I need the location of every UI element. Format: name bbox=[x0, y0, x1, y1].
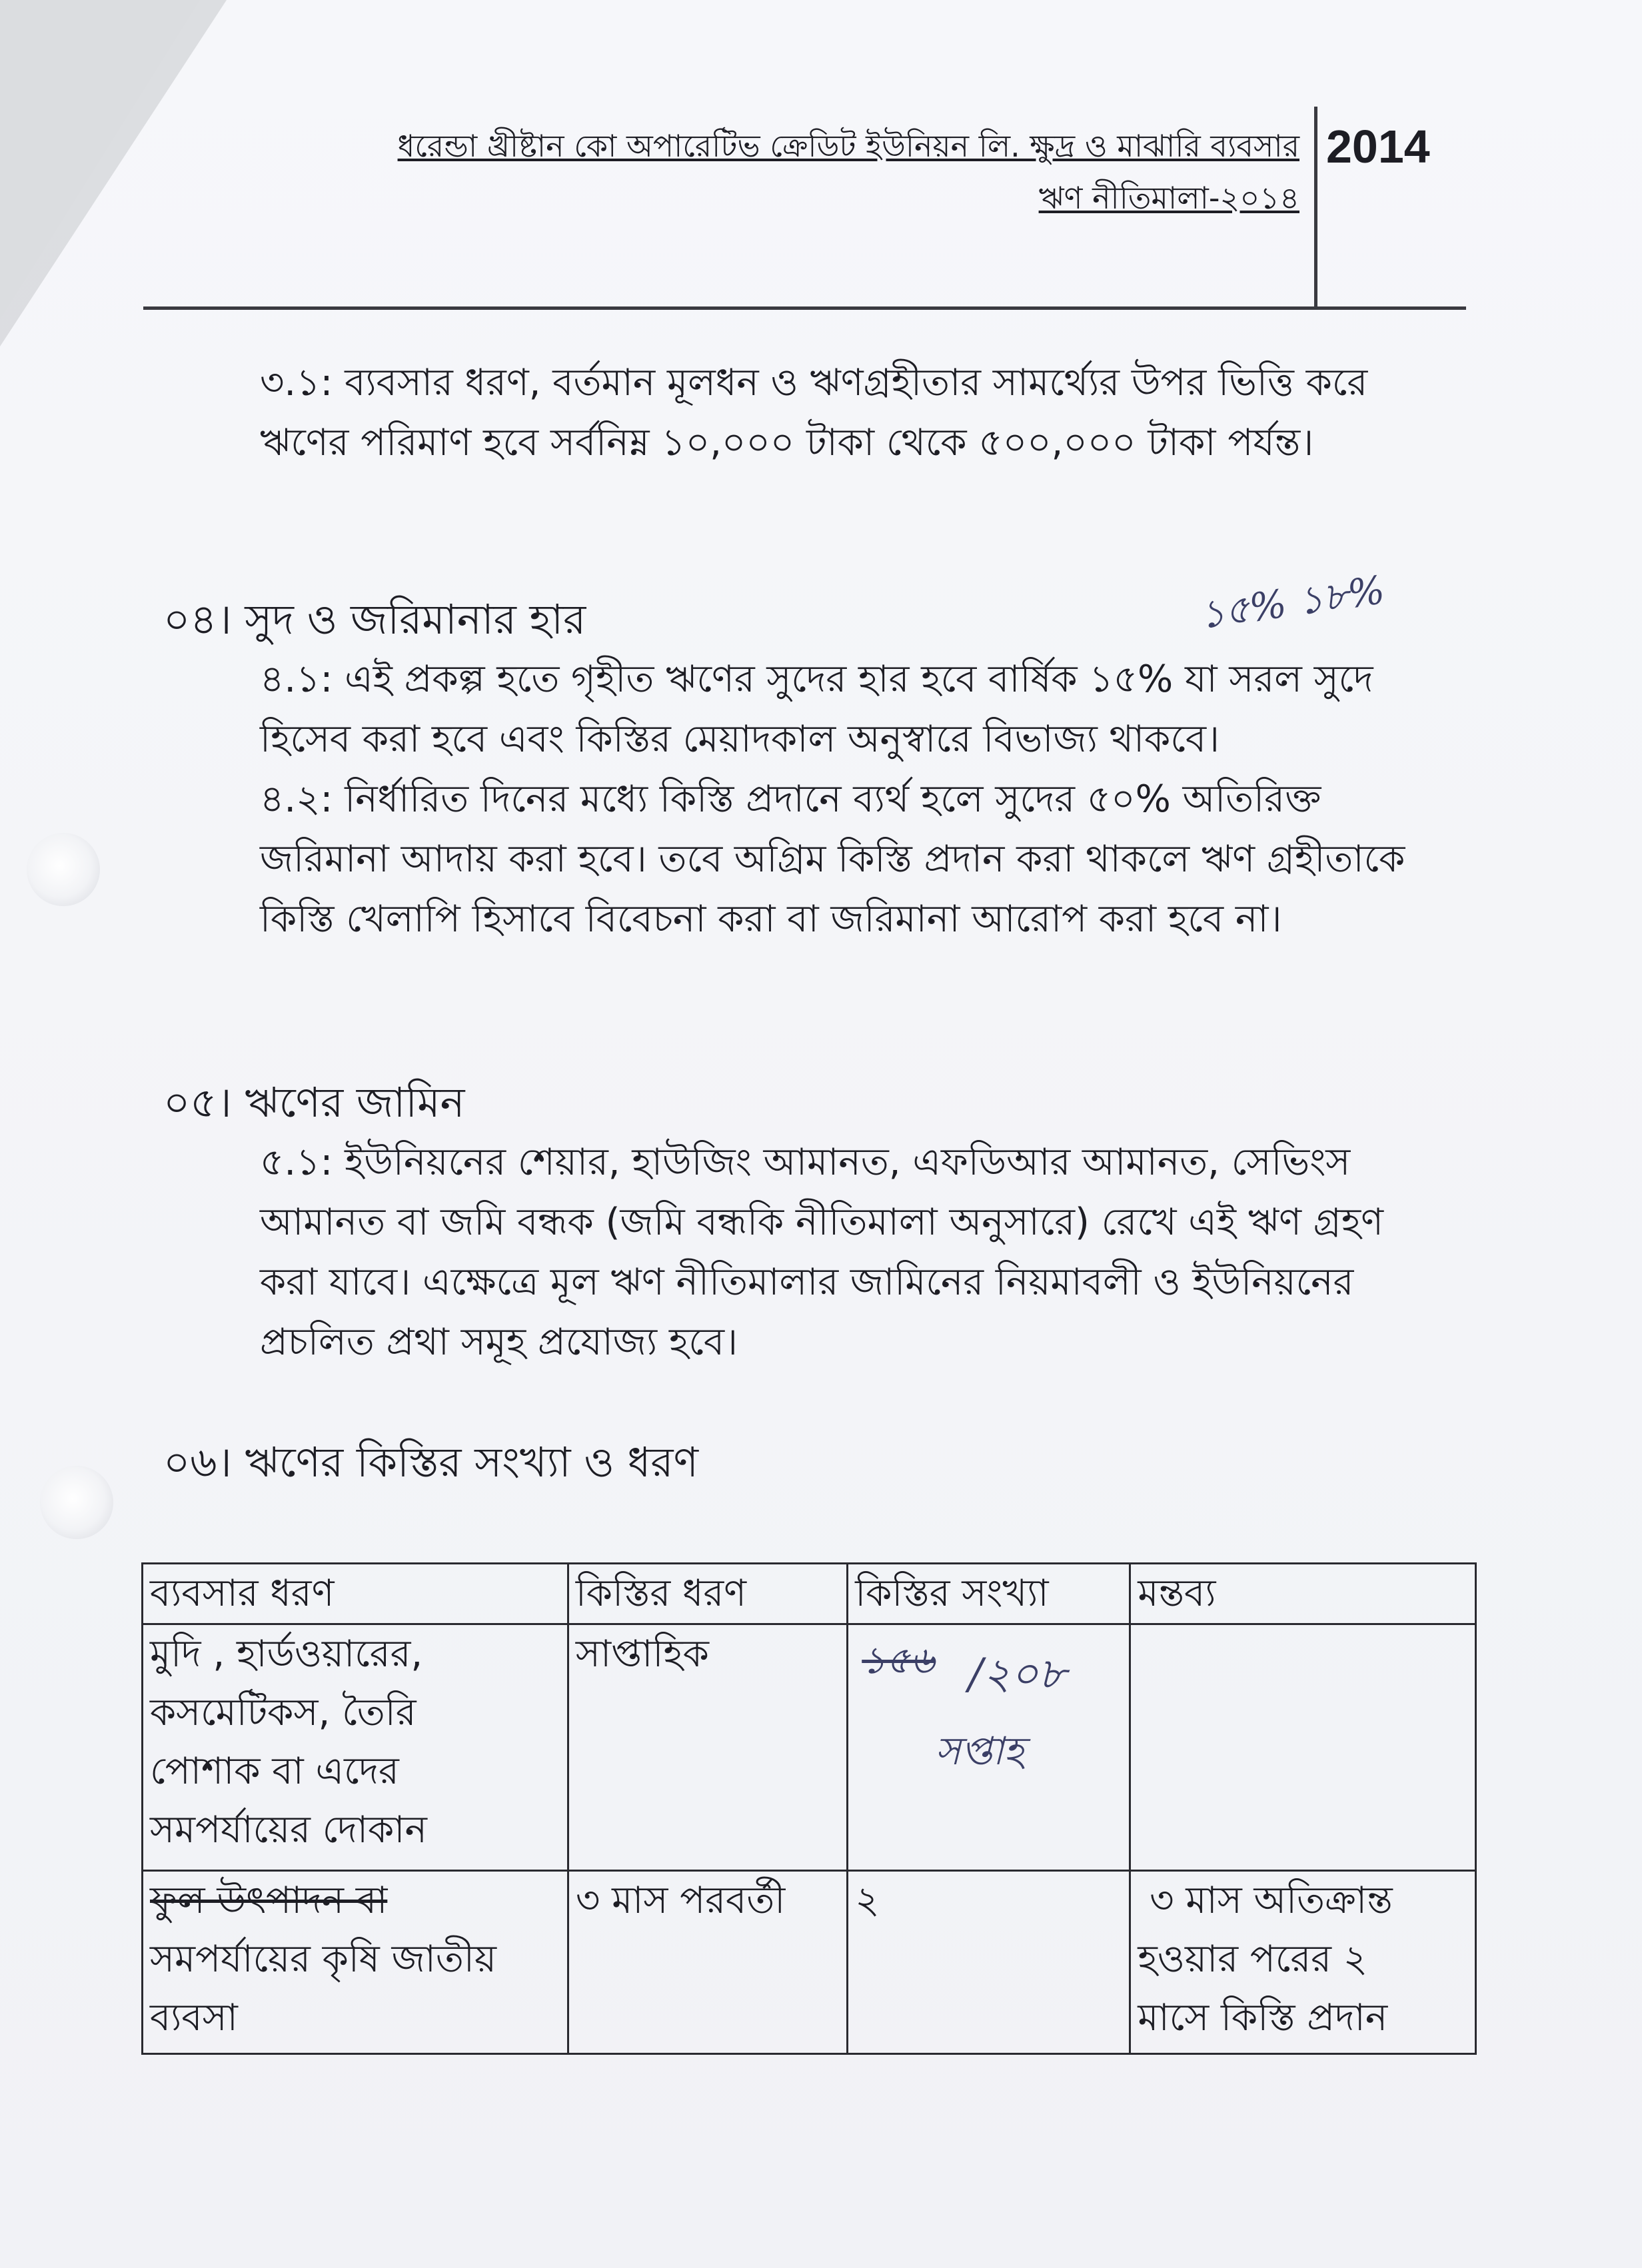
clause-4-1: ৪.১: এই প্রকল্প হতে গৃহীত ঋণের সুদের হার হবে বার্ষিক ১৫% যা সরল সুদে হিসেব করা হবে এবং কিস্তির মেয়াদকাল অনুস্বারে বিভাজ্য থাকবে। bbox=[260, 658, 1373, 761]
installment-table bbox=[141, 1562, 1477, 2055]
section-4-heading: ০৪। সুদ ও জরিমানার হার bbox=[163, 595, 586, 644]
handwritten-rate-note: ১৫% ১৮% bbox=[1197, 566, 1387, 638]
table-cell-business-type bbox=[143, 1624, 568, 1871]
handwritten-count-new: /২০৮ bbox=[968, 1650, 1066, 1699]
section-6-heading: ০৬। ঋণের কিস্তির সংখ্যা ও ধরণ bbox=[163, 1438, 698, 1486]
document-header-title bbox=[180, 120, 1299, 224]
clause-4-2: ৪.২: নির্ধারিত দিনের মধ্যে কিস্তি প্রদানে ব্যর্থ হলে সুদের ৫০% অতিরিক্ত জরিমানা আদায় করা হবে। তবে অগ্রিম কিস্তি প্রদান করা থাকলে ঋণ গ্রহীতাকে কিস্তি খেলাপি হিসাবে বিবেচনা করা বা জরিমানা আরোপ করা হবে না। bbox=[260, 778, 1405, 941]
clause-3-1: ৩.১: ব্যবসার ধরণ, বর্তমান মূলধন ও ঋণগ্রহীতার সামর্থ্যের উপর ভিত্তি করে ঋণের পরিমাণ হবে সর্বনিম্ন ১০,০০০ টাকা থেকে ৫০০,০০০ টাকা পর্যন্ত। bbox=[260, 361, 1368, 464]
header-rule bbox=[143, 306, 1466, 310]
punch-hole bbox=[40, 1466, 113, 1539]
punch-hole bbox=[27, 833, 100, 906]
header-title-line2: ঋণ নীতিমালা-২০১৪ bbox=[1038, 180, 1299, 216]
table-cell-installment-type: সাপ্তাহিক bbox=[568, 1624, 847, 1871]
table-cell-installment-type: ৩ মাস পরবর্তী bbox=[568, 1871, 847, 2054]
table-cell-installment-count bbox=[848, 1624, 1130, 1871]
handwritten-count-old: ১৫৬ bbox=[862, 1639, 935, 1682]
cell-line: সমপর্যায়ের দোকান bbox=[150, 1808, 427, 1852]
cell-line: সমপর্যায়ের কৃষি জাতীয় bbox=[150, 1938, 496, 1981]
cell-line: পোশাক বা এদের bbox=[150, 1750, 399, 1793]
table-cell-remark bbox=[1130, 1624, 1476, 1871]
cell-line: ৩ মাস অতিক্রান্ত bbox=[1138, 1879, 1393, 1922]
table-header-cell: ব্যবসার ধরণ bbox=[143, 1564, 568, 1624]
cell-line-struck: ফুল উৎপাদন বা bbox=[150, 1879, 388, 1922]
cell-line: কসমেটিকস, তৈরি bbox=[150, 1691, 416, 1734]
table-cell-remark bbox=[1130, 1871, 1476, 2054]
table-header-cell: কিস্তির ধরণ bbox=[568, 1564, 847, 1624]
table-cell-installment-count: ২ bbox=[848, 1871, 1130, 2054]
cell-line: হওয়ার পরের ২ bbox=[1138, 1938, 1368, 1981]
table-row bbox=[143, 1871, 1476, 2054]
table-header-cell: কিস্তির সংখ্যা bbox=[848, 1564, 1130, 1624]
cell-line: মাসে কিস্তি প্রদান bbox=[1138, 1996, 1388, 2039]
table-row bbox=[143, 1624, 1476, 1871]
table-cell-business-type bbox=[143, 1871, 568, 2054]
section-5-heading: ০৫। ঋণের জামিন bbox=[163, 1078, 465, 1127]
clause-5-1: ৫.১: ইউনিয়নের শেয়ার, হাউজিং আমানত, এফডিআর আমানত, সেভিংস আমানত বা জমি বন্ধক (জমি বন্ধকি নীতিমালা অনুসারে) রেখে এই ঋণ গ্রহণ করা যাবে। এক্ষেত্রে মূল ঋণ নীতিমালার জামিনের নিয়মাবলী ও ইউনিয়নের প্রচলিত প্রথা সমূহ প্রযোজ্য হবে। bbox=[260, 1141, 1384, 1364]
header-year: 2014 bbox=[1326, 121, 1430, 173]
header-title-line1: ধরেন্ডা খ্রীষ্টান কো অপারেটিভ ক্রেডিট ইউনিয়ন লি. ক্ষুদ্র ও মাঝারি ব্যবসার bbox=[397, 128, 1299, 164]
table-header-row bbox=[143, 1564, 1476, 1624]
table-header-cell: মন্তব্য bbox=[1130, 1564, 1476, 1624]
cell-line: ব্যবসা bbox=[150, 1996, 238, 2039]
header-divider-vertical bbox=[1314, 107, 1317, 306]
handwritten-weeks-word: সপ্তাহ bbox=[935, 1728, 1024, 1774]
cell-line: মুদি , হার্ডওয়ারের, bbox=[150, 1632, 423, 1676]
